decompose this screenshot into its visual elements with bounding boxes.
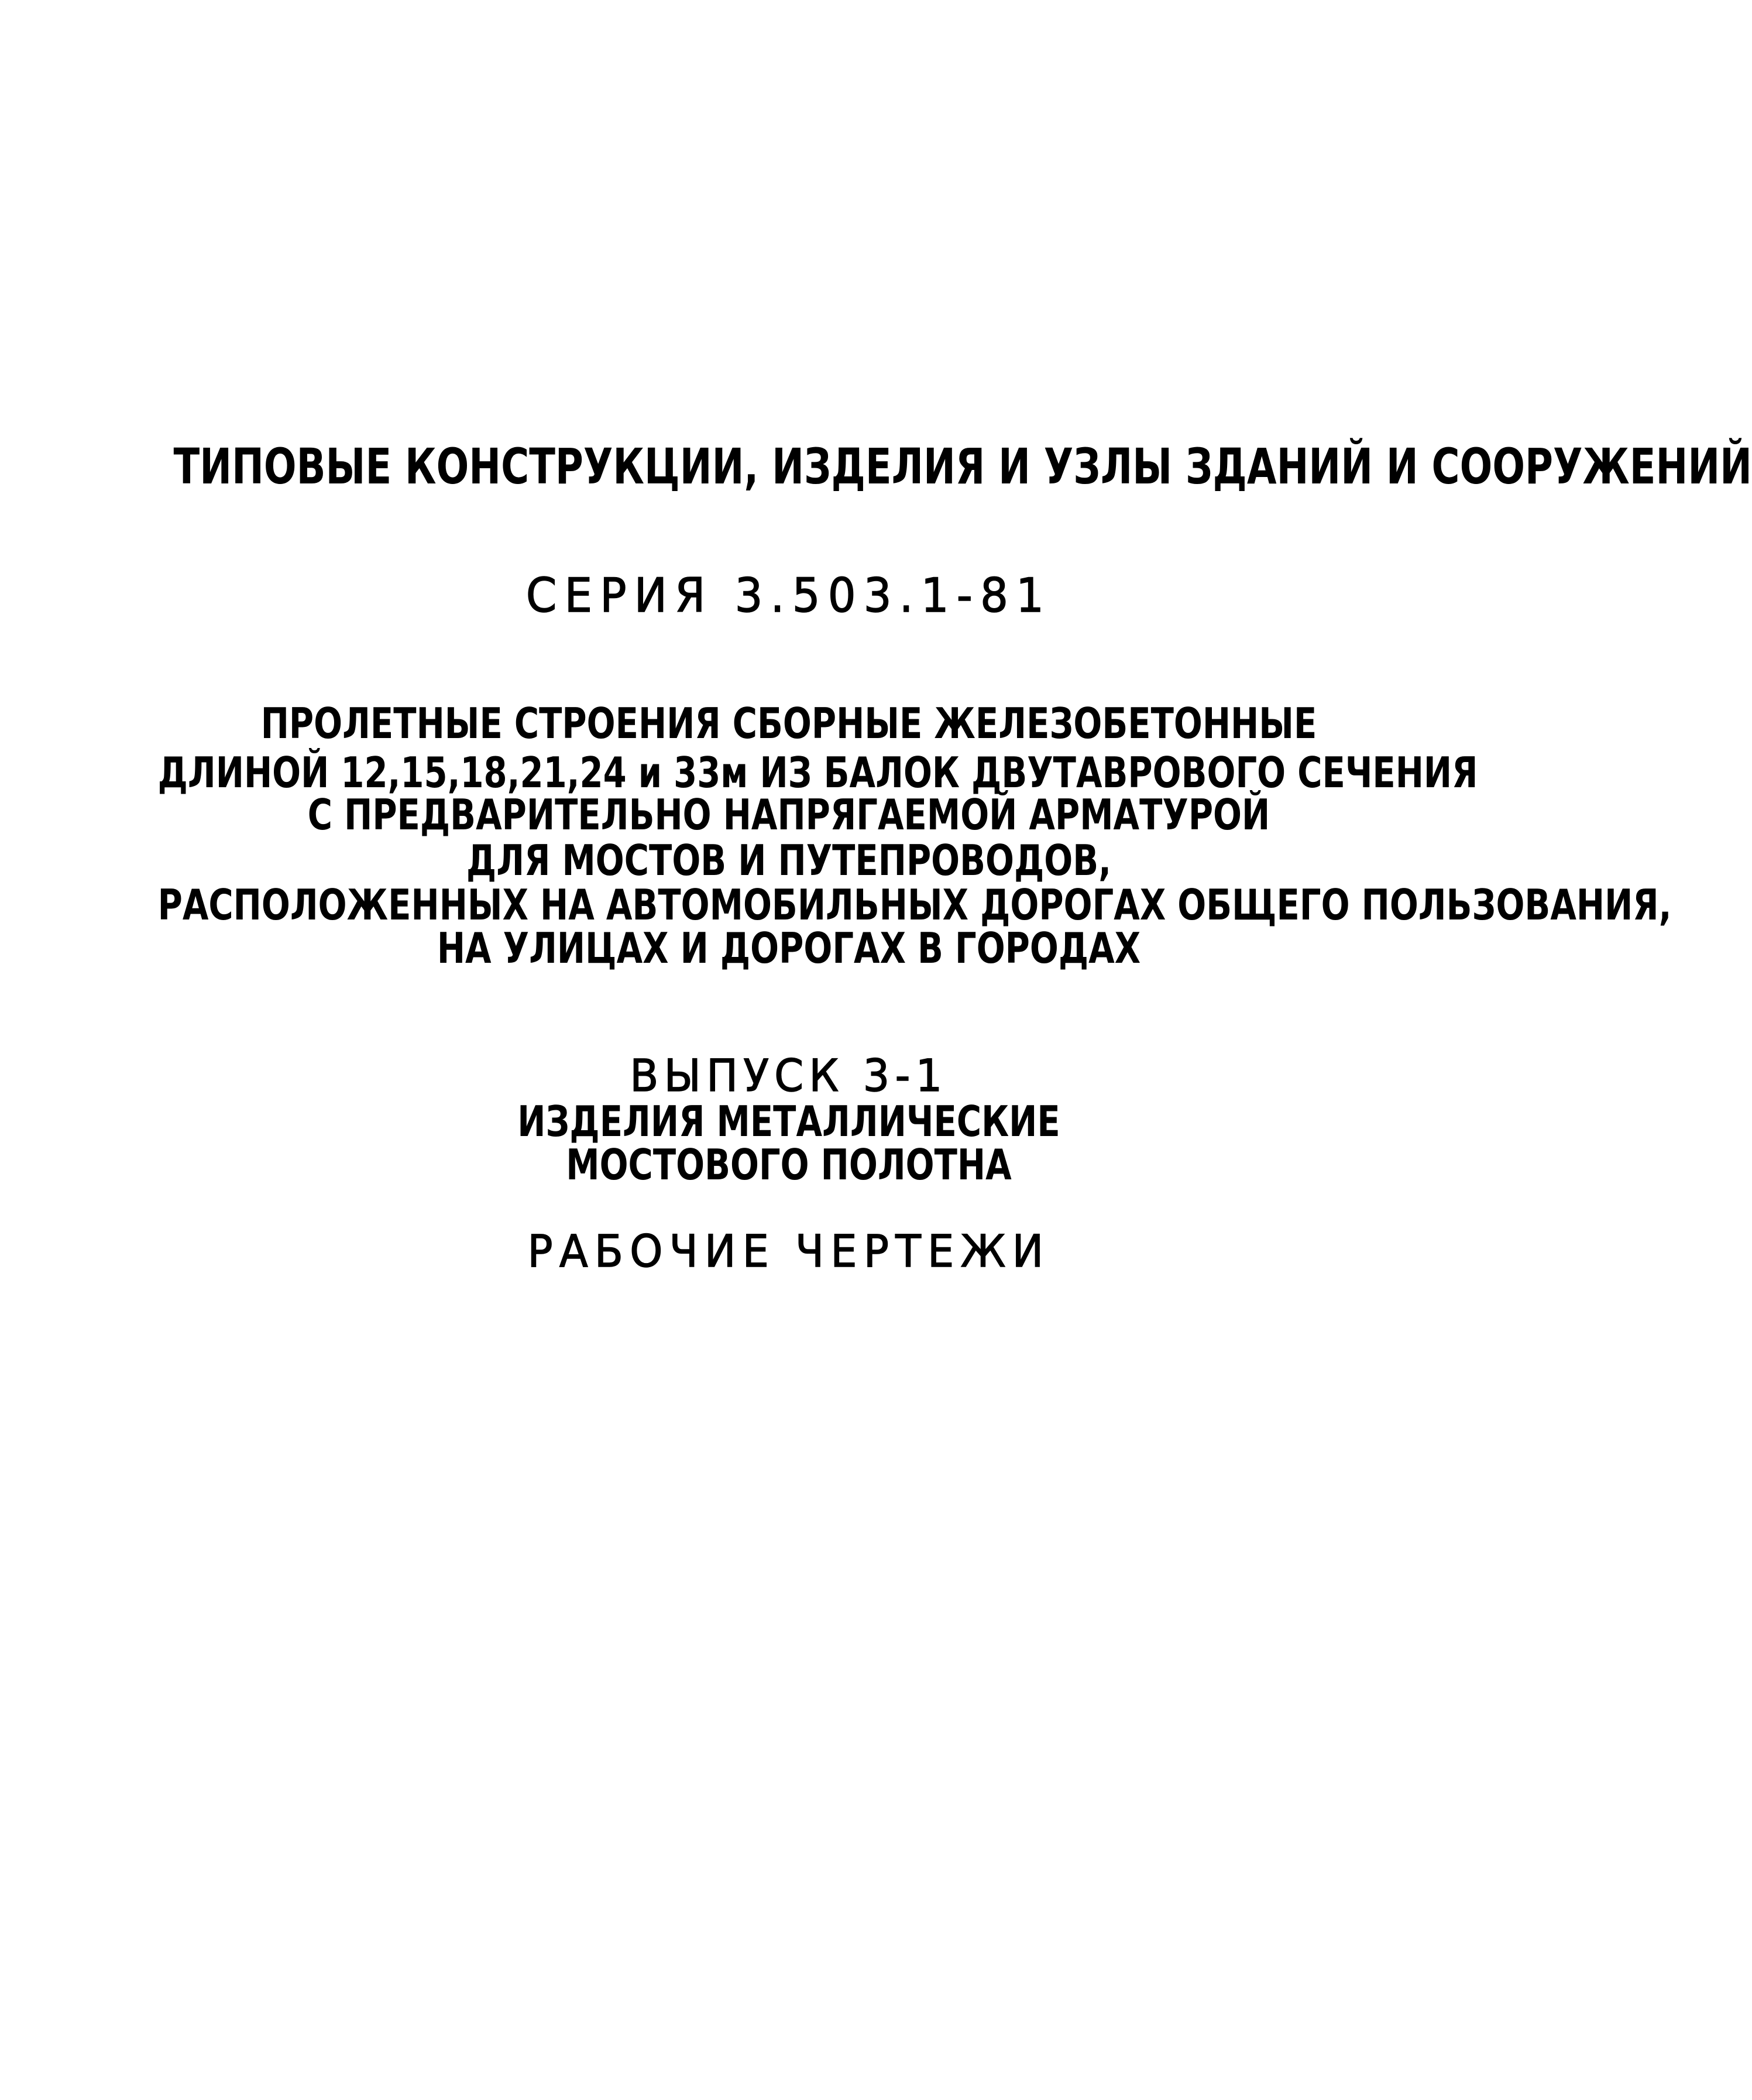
subject-line-2: ДЛИНОЙ 12,15,18,21,24 и 33м ИЗ БАЛОК ДВУТАВРОВОГО СЕЧЕНИЯ (157, 748, 1478, 797)
series-number: СЕРИЯ 3.503.1-81 (525, 568, 1052, 623)
subject-line-1: ПРОЛЕТНЫЕ СТРОЕНИЯ СБОРНЫЕ ЖЕЛЕЗОБЕТОННЫЕ (260, 699, 1317, 748)
issue-number: ВЫПУСК 3-1 (630, 1049, 948, 1102)
issue-title-line-2: МОСТОВОГО ПОЛОТНА (566, 1140, 1012, 1189)
subject-line-6: НА УЛИЦАХ И ДОРОГАХ В ГОРОДАХ (437, 924, 1141, 973)
document-type: РАБОЧИЕ ЧЕРТЕЖИ (527, 1225, 1050, 1277)
subject-line-5: РАСПОЛОЖЕННЫХ НА АВТОМОБИЛЬНЫХ ДОРОГАХ ОБЩЕГО ПОЛЬЗОВАНИЯ, (157, 880, 1672, 929)
subject-line-3: С ПРЕДВАРИТЕЛЬНО НАПРЯГАЕМОЙ АРМАТУРОЙ (307, 790, 1270, 839)
collection-header: ТИПОВЫЕ КОНСТРУКЦИИ, ИЗДЕЛИЯ И УЗЛЫ ЗДАНИЙ И СООРУЖЕНИЙ (173, 438, 1752, 495)
subject-line-4: ДЛЯ МОСТОВ И ПУТЕПРОВОДОВ, (466, 836, 1112, 885)
issue-title-line-1: ИЗДЕЛИЯ МЕТАЛЛИЧЕСКИЕ (517, 1097, 1060, 1146)
